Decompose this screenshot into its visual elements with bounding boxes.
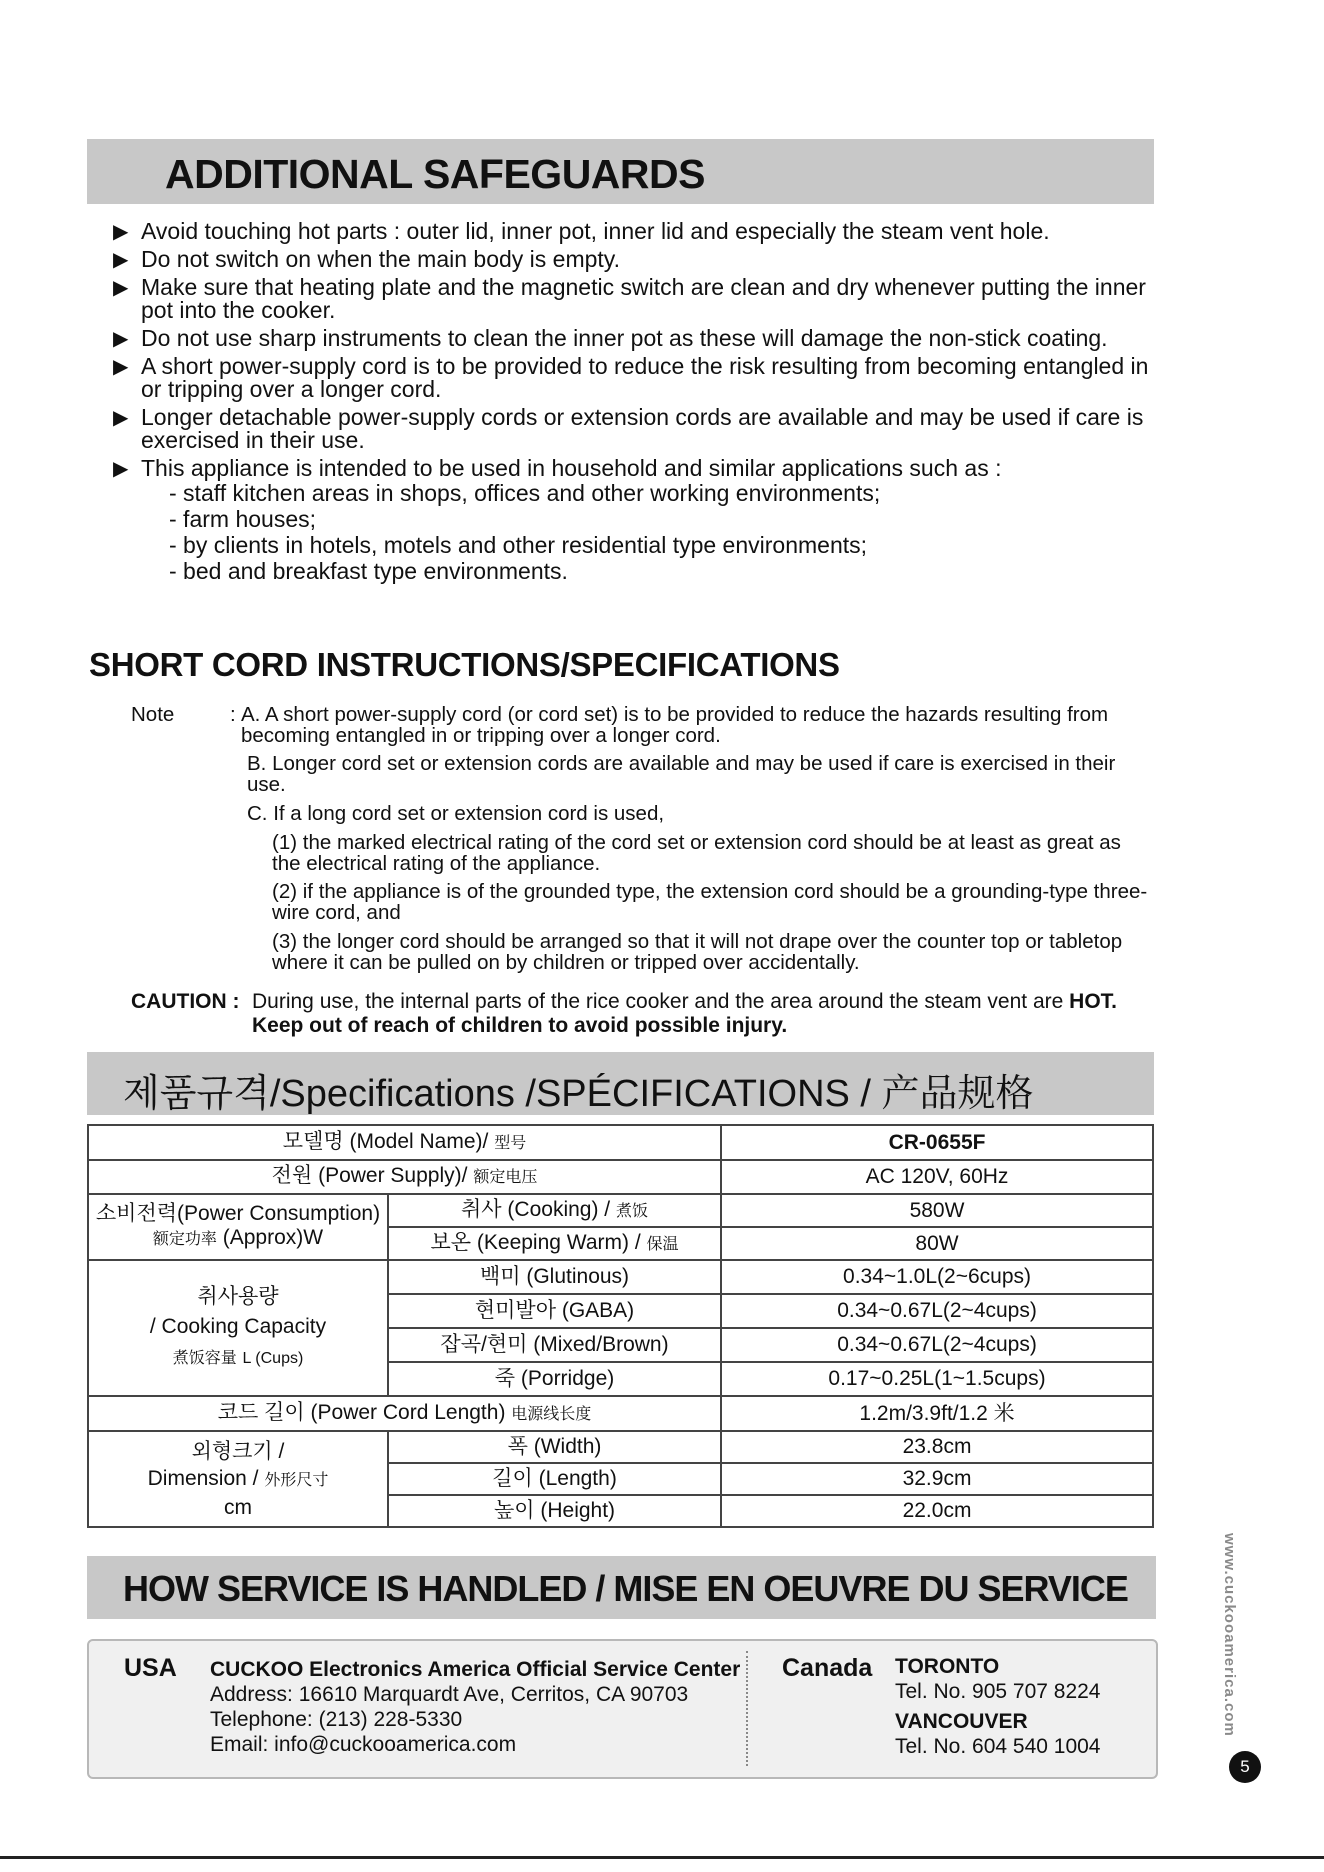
specifications-title: 제품규격/Specifications /SPÉCIFICATIONS / 产品规格 (123, 1073, 1034, 1115)
vancouver-label: VANCOUVER (895, 1710, 1028, 1733)
application-sublist (169, 482, 1163, 583)
caution-label: CAUTION : (131, 990, 240, 1013)
bullet-arrow-icon: ▶ (113, 249, 129, 271)
sub-item: - by clients in hotels, motels and other residential type environments; (169, 532, 868, 558)
bullet-arrow-icon: ▶ (113, 277, 129, 299)
list-item: ▶ Do not use sharp instruments to clean the inner pot as these will damage the non-stick coating. (113, 325, 1108, 351)
table-row: 잡곡/현미 (Mixed/Brown) 0.34~0.67L(2~4cups) (88, 1328, 1153, 1362)
table-row: 길이 (Length) 32.9cm (88, 1463, 1153, 1495)
model-value: CR-0655F (721, 1125, 1153, 1160)
specifications-table (87, 1124, 1154, 1528)
toronto-label: TORONTO (895, 1655, 1000, 1678)
note-label: Note (131, 703, 175, 726)
list-item: ▶ Do not switch on when the main body is empty. (113, 246, 620, 272)
note-item-c: C. If a long cord set or extension cord is used, (247, 802, 665, 825)
service-divider (746, 1651, 748, 1766)
table-row: 죽 (Porridge) 0.17~0.25L(1~1.5cups) (88, 1362, 1153, 1396)
note-item-c2: (2) if the appliance is of the grounded type, the extension cord should be a grounding-type three-wire cord, and (272, 880, 1148, 924)
canada-label: Canada (782, 1654, 873, 1682)
usa-address: Address: 16610 Marquardt Ave, Cerritos, CA 90703 (210, 1683, 689, 1706)
sub-item: - staff kitchen areas in shops, offices and other working environments; (169, 480, 881, 506)
table-row: 코드 길이 (Power Cord Length) 电源线长度 1.2m/3.9ft/1.2 米 (88, 1396, 1153, 1431)
note-item-c1: (1) the marked electrical rating of the cord set or extension cord should be at least as great as the electrical rating of the appliance. (272, 831, 1121, 875)
usa-email: Email: info@cuckooamerica.com (210, 1733, 517, 1756)
bullet-arrow-icon: ▶ (113, 221, 129, 243)
list-item: ▶ Make sure that heating plate and the magnetic switch are clean and dry whenever putting the inner pot into the cooker. (113, 274, 1146, 323)
service-contact-box (87, 1639, 1158, 1779)
note-item-b: B. Longer cord set or extension cords are available and may be used if care is exercised in their use. (247, 752, 1116, 796)
caution-text: During use, the internal parts of the rice cooker and the area around the steam vent are HOT. Keep out of reach of children to avoid possible injury. (252, 990, 1117, 1037)
page-number: 5 (1229, 1751, 1261, 1783)
table-row: 외형크기 / Dimension / 外形尺寸 cm 폭 (Width) 23.8cm (88, 1431, 1153, 1463)
table-row: 취사용량 / Cooking Capacity 煮饭容量 L (Cups) 백미 (Glutinous) 0.34~1.0L(2~6cups) (88, 1260, 1153, 1294)
vancouver-phone: Tel. No. 604 540 1004 (895, 1735, 1101, 1758)
sub-item: - bed and breakfast type environments. (169, 558, 568, 584)
additional-safeguards-header (87, 139, 1154, 204)
toronto-phone: Tel. No. 905 707 8224 (895, 1680, 1101, 1703)
bullet-arrow-icon: ▶ (113, 328, 129, 350)
note-item-a: A. A short power-supply cord (or cord set) is to be provided to reduce the hazards resulting from becoming entangled in or tripping over a longer cord. (241, 703, 1109, 747)
table-row: 보온 (Keeping Warm) / 保温 80W (88, 1227, 1153, 1260)
table-row: 높이 (Height) 22.0cm (88, 1495, 1153, 1527)
usa-phone: Telephone: (213) 228-5330 (210, 1708, 463, 1731)
service-title: HOW SERVICE IS HANDLED / MISE EN OEUVRE DU SERVICE (123, 1568, 1128, 1609)
hot-warning: HOT. (1069, 990, 1117, 1013)
note-item-c3: (3) the longer cord should be arranged so that it will not drape over the counter top or tabletop where it can be pulled on by children or tripped over accidentally. (272, 930, 1123, 974)
list-item: ▶ This appliance is intended to be used in household and similar applications such as : - staff kitchen areas in shops, offices and other working environments; - farm houses; - by clients in hotels, motels and other residential type environments; - bed and breakfast type environments. (113, 457, 1163, 583)
safeguards-list (113, 220, 1163, 588)
bullet-arrow-icon: ▶ (113, 458, 129, 480)
service-header (87, 1556, 1156, 1619)
bottom-rule (0, 1856, 1324, 1859)
specifications-header (87, 1052, 1154, 1115)
usa-service-center: CUCKOO Electronics America Official Service Center (210, 1658, 741, 1681)
list-item: ▶ A short power-supply cord is to be provided to reduce the risk resulting from becoming entangled in or tripping over a longer cord. (113, 353, 1149, 402)
table-row: 소비전력(Power Consumption) 额定功率 (Approx)W 취사 (Cooking) / 煮饭 580W (88, 1194, 1153, 1227)
short-cord-title: SHORT CORD INSTRUCTIONS/SPECIFICATIONS (89, 646, 840, 683)
table-row: 현미발아 (GABA) 0.34~0.67L(2~4cups) (88, 1294, 1153, 1328)
usa-label: USA (124, 1654, 177, 1682)
list-item: ▶ Avoid touching hot parts : outer lid, inner pot, inner lid and especially the steam vent hole. (113, 218, 1050, 244)
additional-safeguards-title: ADDITIONAL SAFEGUARDS (165, 151, 705, 197)
sub-item: - farm houses; (169, 506, 316, 532)
note-colon: : (230, 703, 236, 726)
table-row: 전원 (Power Supply)/ 额定电压 AC 120V, 60Hz (88, 1160, 1153, 1194)
table-row: 모델명 (Model Name)/ 型号 CR-0655F (88, 1125, 1153, 1160)
website-url: www.cuckooamerica.com (1221, 1533, 1238, 1737)
bullet-arrow-icon: ▶ (113, 407, 129, 429)
bullet-arrow-icon: ▶ (113, 356, 129, 378)
list-item: ▶ Longer detachable power-supply cords or extension cords are available and may be used if care is exercised in their use. (113, 404, 1144, 453)
